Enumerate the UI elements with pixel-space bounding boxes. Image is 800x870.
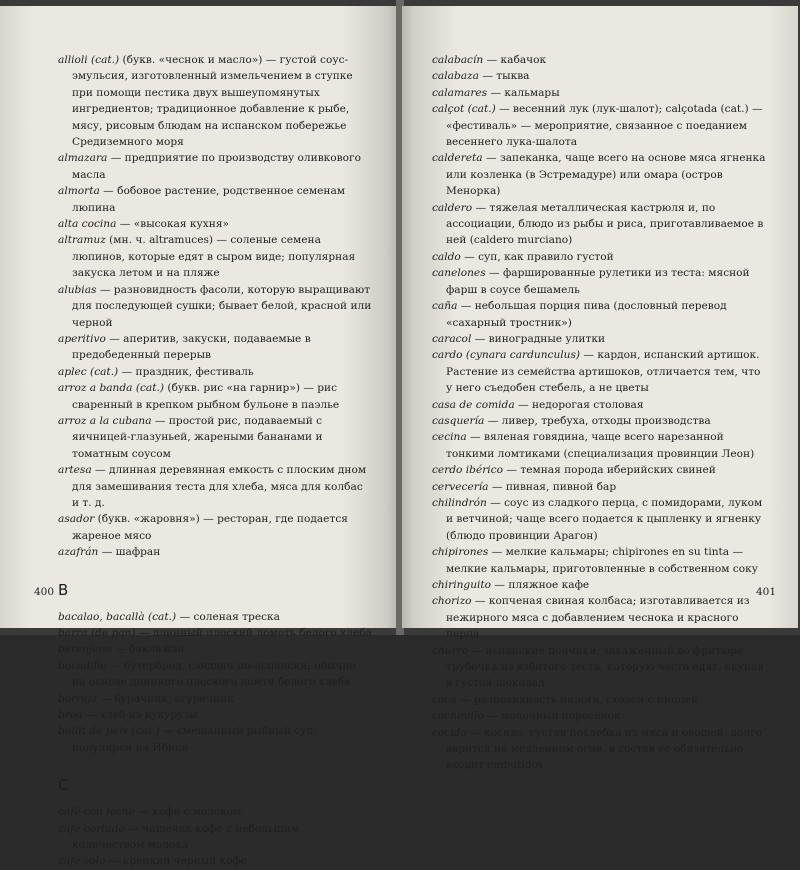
glossary-definition: — бурачник, огуречник — [97, 692, 234, 705]
glossary-definition: — предприятие по производству оливкового масла — [72, 152, 361, 181]
glossary-term: calamares — [432, 86, 488, 99]
glossary-term: canelones — [432, 267, 486, 280]
glossary-entry — [432, 708, 768, 724]
glossary-term: chiringuito — [432, 579, 492, 591]
glossary-term: caña — [432, 300, 458, 313]
glossary-term: cerdo ibérico — [432, 464, 503, 477]
glossary-term: azafrán — [58, 546, 99, 559]
right-page — [402, 6, 798, 772]
glossary-entry — [432, 495, 768, 544]
glossary-definition: — смешанный рыбный суп; популярен на Ибице — [72, 725, 317, 754]
glossary-term: caldo — [432, 250, 461, 263]
glossary-entry — [58, 413, 372, 462]
glossary-term: almazara — [58, 152, 108, 165]
glossary-term: arroz a banda (cat.) — [58, 382, 164, 395]
glossary-entry — [432, 52, 768, 68]
glossary-definition: (букв. рис «на гарнир») — рис сваренный в крепком рыбном бульоне в паэлье — [72, 382, 340, 411]
left-page-content — [58, 52, 372, 870]
glossary-entry — [432, 479, 768, 495]
glossary-definition: — бутерброд, сэндвич по-испански; обычно на основе длинного плоского ломтя белого хлеба — [72, 659, 356, 689]
glossary-entry — [432, 725, 768, 774]
glossary-entry — [432, 397, 768, 413]
glossary-entry — [58, 282, 372, 331]
glossary-definition: — вяленая говядина, чаще всего нарезанной тонкими ломтиками (специализация провинции Леон) — [446, 431, 755, 460]
glossary-definition: — темная порода иберийских свиней — [503, 464, 716, 477]
glossary-entry — [58, 52, 372, 150]
glossary-definition: — тяжелая металлическая кастрюля и, по ассоциации, блюдо из рыбы и риса, приготавливаемое в ней (caldero murciano) — [446, 201, 764, 247]
glossary-entry — [58, 380, 372, 413]
glossary-term: cervecería — [432, 480, 489, 493]
glossary-entry — [432, 462, 768, 478]
glossary-entry — [432, 429, 768, 462]
glossary-entry — [432, 200, 768, 249]
glossary-definition: — кофе с молоком — [135, 806, 242, 819]
glossary-entry — [432, 249, 768, 265]
glossary-term: aplec (cat.) — [58, 365, 119, 378]
glossary-entry — [432, 692, 768, 708]
glossary-definition: — кальмары — [487, 86, 560, 99]
right-page-content — [432, 52, 768, 774]
glossary-term: alta cocina — [58, 218, 117, 231]
glossary-definition: — пивная, пивной бар — [488, 480, 617, 493]
glossary-entry — [432, 413, 768, 429]
glossary-definition: — мелкие кальмары; chipirones en su tinta — мелкие кальмары, приготовленные в собственном соку — [446, 546, 759, 575]
glossary-definition: — бобовое растение, родственное семенам люпина — [72, 185, 346, 214]
glossary-definition: — крепкий черный кофе — [105, 855, 248, 868]
glossary-definition: — аперитив, закуски, подаваемые в предобеденный перерыв — [72, 332, 311, 362]
glossary-entry — [58, 150, 372, 183]
glossary-entry — [58, 462, 372, 511]
glossary-definition: — фаршированные рулетики из теста: мясной фарш в соусе бешамель — [446, 267, 750, 296]
glossary-entry — [432, 298, 768, 331]
glossary-entry — [58, 658, 372, 691]
glossary-entry — [432, 577, 768, 593]
glossary-definition: — виноградные улитки — [471, 332, 606, 345]
glossary-entry — [432, 331, 768, 347]
glossary-entry — [58, 853, 372, 869]
glossary-term: asador — [58, 513, 95, 526]
glossary-entry — [432, 643, 768, 692]
glossary-definition: — косидо, густая похлебка из мяса и овощей, долго варится на медленном огне, в состав ее обязательно входит embutidos — [446, 726, 763, 772]
glossary-term: berenjena — [58, 643, 112, 656]
glossary-definition: — соленая треска — [176, 610, 280, 623]
glossary-entry — [58, 707, 372, 723]
glossary-definition: — небольшая порция пива (дословный перевод «сахарный тростник») — [446, 300, 727, 329]
glossary-term: alubias — [58, 283, 97, 296]
glossary-term: cardo (cynara cardunculus) — [432, 349, 581, 362]
glossary-definition: — шафран — [98, 546, 161, 559]
glossary-definition: (букв. «чеснок и масло») — густой соус-эмульсия, изготовленный измельчением в ступке при помощи пестика двух вышеупомянутых ингредиентов; традиционное добавление к рыбе, мясу, рисовым блюдам на испанском побережье Средиземного моря — [72, 54, 353, 149]
glossary-definition: — тыква — [478, 70, 530, 83]
section-letter: C — [58, 776, 69, 795]
glossary-definition: — копченая свиная колбаса; изготавливается из нежирного мяса с добавлением чеснока и красного перца — [446, 595, 750, 641]
glossary-definition: — длинный плоский ломоть белого хлеба — [135, 627, 372, 639]
glossary-entry — [58, 232, 372, 281]
glossary-entry — [58, 544, 372, 560]
glossary-term: borraja — [58, 692, 98, 705]
glossary-entry — [432, 68, 768, 84]
glossary-term: café con leche — [58, 806, 135, 819]
glossary-term: chilindrón — [432, 496, 487, 509]
glossary-entry — [58, 331, 372, 364]
glossary-definition: — соус из сладкого перца, с помидорами, луком и ветчиной; чаще всего подается к цыпленку и ягненку (блюдо провинции Арагон) — [446, 496, 763, 542]
glossary-entry — [58, 625, 372, 641]
glossary-term: cocido — [432, 726, 467, 739]
glossary-definition: (букв. «жаровня») — ресторан, где подается жареное мясо — [72, 513, 348, 542]
glossary-entry — [58, 216, 372, 232]
glossary-entry — [432, 347, 768, 396]
glossary-term: bocadillo — [58, 659, 107, 672]
glossary-definition: — запеканка, чаще всего на основе мяса ягненка или козленка (в Эстремадуре) или омара (остров Менорка) — [446, 152, 766, 198]
glossary-entry — [432, 544, 768, 577]
glossary-term: aperitivo — [58, 332, 106, 345]
glossary-definition: — пляжное кафе — [491, 579, 590, 591]
glossary-term: cecina — [432, 431, 467, 444]
glossary-definition: (мн. ч. altramuces) — соленые семена люпинов, которые едят в сыром виде; популярная закуска летом и на пляже — [72, 234, 356, 280]
glossary-entry — [432, 265, 768, 298]
glossary-definition: — праздник, фестиваль — [118, 365, 254, 378]
glossary-term: allioli (cat.) — [58, 54, 120, 66]
glossary-definition: — испанские пончики; закаженный во фритюре трубочка из взбитого теста, которую часто едят, окуная в густой шоколад — [446, 644, 764, 690]
glossary-entry — [58, 641, 372, 657]
glossary-entry — [58, 609, 372, 625]
glossary-term: caracol — [432, 332, 472, 345]
glossary-term: casa de comida — [432, 398, 515, 411]
glossary-entry — [432, 593, 768, 642]
glossary-definition: — баклажан — [111, 643, 185, 656]
glossary-entry — [432, 85, 768, 101]
glossary-term: coca — [432, 693, 457, 706]
glossary-term: calçot (cat.) — [432, 103, 496, 116]
glossary-term: almorta — [58, 185, 100, 198]
glossary-term: broa — [58, 709, 83, 722]
glossary-entry — [432, 101, 768, 150]
glossary-term: barra (de pan) — [58, 627, 136, 639]
glossary-definition: — суп, как правило густой — [460, 250, 614, 263]
glossary-entry — [58, 821, 372, 854]
glossary-definition: — недорогая столовая — [514, 398, 644, 411]
glossary-term: caldero — [432, 201, 473, 214]
page-number-left: 400 — [34, 586, 55, 598]
glossary-term: altramuz — [58, 234, 106, 247]
glossary-term: casquería — [432, 414, 485, 427]
glossary-definition: — весенний лук (лук-шалот); calçotada (cat.) — «фестиваль» — мероприятие, связанное с поеданием весеннего лука-шалота — [446, 103, 763, 149]
glossary-term: artesa — [58, 464, 92, 477]
glossary-definition: — молочный поросенок — [483, 710, 621, 723]
glossary-definition: — «высокая кухня» — [116, 218, 229, 231]
glossary-entry — [58, 723, 372, 756]
glossary-definition: — длинная деревянная емкость с плоским дном для замешивания теста для хлеба, мяса для колбас и т. д. — [72, 464, 367, 509]
glossary-definition: — хлеб из кукурузы — [82, 709, 198, 722]
glossary-term: bacalao, bacallà (cat.) — [58, 610, 177, 623]
page-number-right: 401 — [755, 586, 776, 598]
glossary-term: cochinillo — [432, 710, 484, 723]
glossary-term: café solo — [58, 855, 106, 868]
glossary-term: chipirones — [432, 546, 489, 559]
glossary-entry — [58, 691, 372, 707]
glossary-term: café cortado — [58, 822, 125, 835]
glossary-definition: — кардон, испанский артишок. Растение из семейства артишоков, отличается тем, что у него съедобен стебель, а не цветы — [446, 349, 761, 395]
glossary-term: chorizo — [432, 595, 472, 608]
glossary-definition: — чашечка кофе с небольшим количеством молока — [72, 822, 299, 852]
left-page — [0, 6, 398, 868]
glossary-definition: — ливер, требуха, отходы производства — [484, 414, 711, 427]
glossary-entry — [58, 183, 372, 216]
glossary-entry — [432, 150, 768, 199]
glossary-term: caldereta — [432, 152, 483, 165]
glossary-definition: — кабачок — [483, 54, 547, 66]
glossary-term: bullit de peix (cat.) — [58, 725, 160, 738]
glossary-term: churro — [432, 644, 469, 657]
glossary-entry — [58, 364, 372, 380]
glossary-definition: — простой рис, подаваемый с яичницей-глазуньей, жареными бананами и томатным соусом — [72, 414, 323, 460]
glossary-entry — [58, 804, 372, 820]
glossary-term: calabacín — [432, 54, 484, 66]
glossary-term: calabaza — [432, 70, 479, 83]
glossary-entry — [58, 511, 372, 544]
glossary-definition: — разновидность пирога, сходен с пиццей — [456, 693, 698, 706]
section-letter: B — [58, 580, 69, 599]
glossary-term: arroz a la cubana — [58, 414, 152, 427]
glossary-definition: — разновидность фасоли, которую выращивают для последующей сушки; бывает белой, красной или черной — [72, 283, 372, 329]
